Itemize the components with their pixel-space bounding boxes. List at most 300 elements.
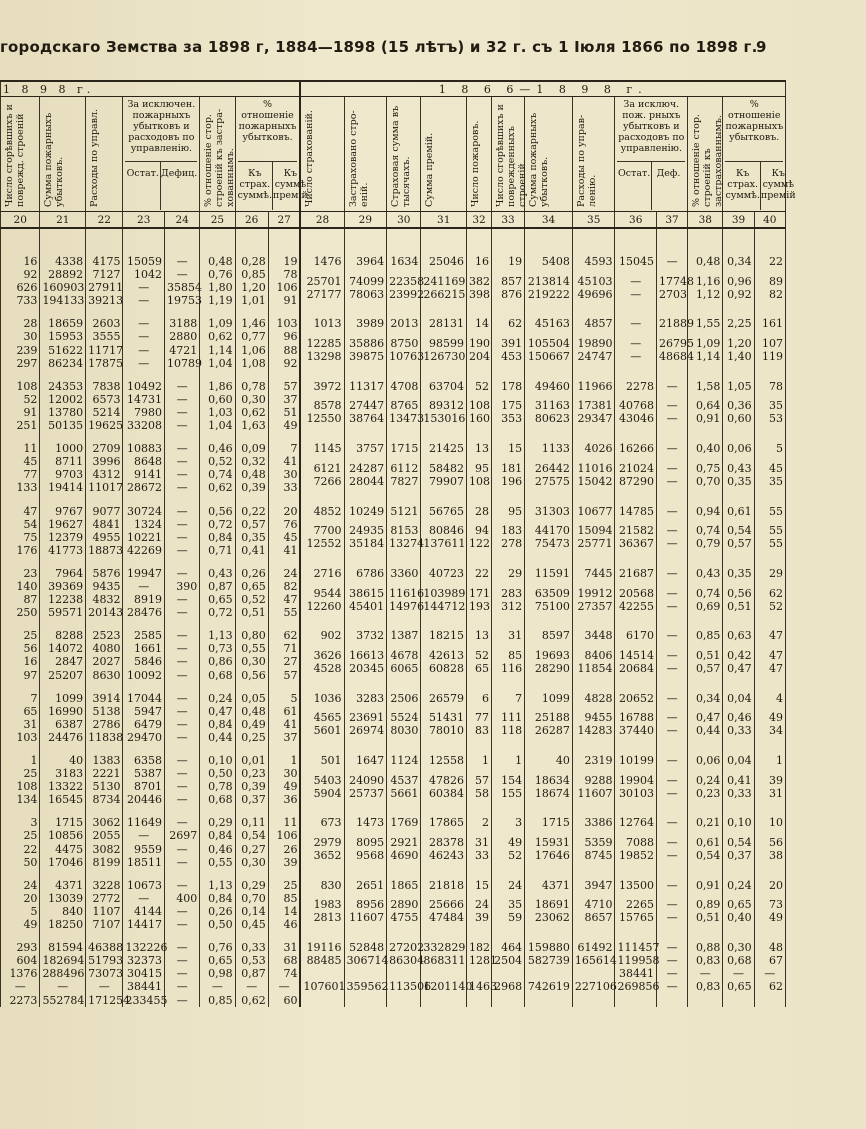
cell-value: 0,62	[208, 481, 233, 495]
cell-value: 0,83	[695, 980, 721, 994]
cell-value: —	[176, 379, 188, 393]
cell-value: 196	[501, 474, 523, 488]
cell-value: 1865	[390, 878, 419, 892]
cell-value: 0,37	[241, 793, 266, 807]
cell-value: 0,09	[241, 442, 266, 456]
cell-value: 1107	[92, 904, 121, 918]
cell-value: 1,09	[208, 317, 233, 331]
table-cell	[235, 495, 268, 557]
cell-value: 19753	[166, 294, 202, 308]
table-cell	[525, 228, 573, 307]
cell-value: 297	[16, 356, 38, 370]
table-cell	[491, 228, 524, 307]
cell-value: 26287	[534, 724, 570, 738]
cell-value: 0,22	[241, 504, 266, 518]
cell-value: 12002	[48, 392, 84, 406]
cell-value: 4678	[390, 648, 419, 662]
cell-value: 1324	[133, 517, 162, 531]
cell-value: 251	[16, 419, 38, 433]
cell-value: 19414	[48, 481, 84, 495]
table-row	[1, 619, 786, 681]
cell-value: 35886	[349, 337, 385, 351]
cell-value: 4955	[92, 530, 121, 544]
table-cell	[657, 432, 688, 494]
table-cell	[491, 869, 524, 931]
cell-value: 15045	[619, 255, 654, 268]
cell-value: 183	[501, 524, 523, 538]
table-cell	[657, 682, 688, 744]
cell-value: 0,26	[208, 904, 233, 918]
cell-value: 0,44	[208, 730, 233, 744]
table-cell	[688, 869, 723, 931]
table-cell	[40, 682, 86, 744]
cell-value: 11838	[88, 730, 124, 744]
table-cell	[86, 869, 123, 931]
table-cell	[123, 619, 165, 681]
cell-value: 178	[501, 379, 523, 393]
cell-value: 902	[320, 629, 342, 643]
cell-value: —	[176, 855, 188, 869]
cell-value: 4175	[92, 255, 121, 268]
cell-value: 21582	[619, 524, 654, 538]
table-cell	[1, 931, 40, 1006]
table-cell	[1, 557, 40, 619]
cell-value: 14976	[389, 599, 425, 613]
cell-value: 40	[555, 754, 570, 767]
cell-value: 219222	[527, 287, 570, 301]
cell-value: 10763	[389, 350, 425, 364]
cell-value: 2890	[390, 898, 419, 912]
cell-value: 0,41	[727, 773, 752, 787]
cell-value: 85	[508, 648, 523, 662]
cell-value: 18674	[534, 786, 570, 800]
cell-value: 15	[474, 878, 489, 892]
cell-value: 1,09	[695, 337, 721, 351]
table-cell	[40, 806, 86, 868]
table-cell	[268, 495, 300, 557]
cell-value: 24747	[577, 350, 613, 364]
table-cell	[268, 806, 300, 868]
table-cell	[572, 495, 615, 557]
cell-value: 25188	[534, 711, 570, 725]
cell-value: 582739	[527, 954, 570, 968]
cell-value: 0,65	[208, 593, 233, 607]
cell-value: 3228	[92, 878, 121, 892]
cell-value: 74	[283, 967, 298, 981]
table-cell	[268, 682, 300, 744]
cell-value: 1036	[313, 691, 342, 705]
table-cell	[40, 557, 86, 619]
table-cell	[40, 869, 86, 931]
cell-value: 11966	[577, 379, 613, 393]
table-cell	[268, 619, 300, 681]
cell-value: 47	[23, 504, 38, 518]
table-cell	[86, 931, 131, 1007]
cell-value: 17046	[48, 855, 84, 869]
cell-value: 4026	[584, 442, 613, 456]
cell-value: 5	[776, 442, 783, 456]
table-cell	[123, 869, 165, 931]
cell-value: 1,58	[695, 379, 721, 393]
cell-value: 182694	[42, 954, 85, 968]
cell-value: 7127	[92, 268, 121, 282]
page-number: 9	[756, 38, 767, 56]
cell-value: 52	[474, 379, 489, 393]
cell-value: 111457	[617, 941, 660, 955]
cell-value: 213814	[527, 274, 570, 288]
cell-value: 1,16	[695, 274, 721, 288]
cell-value: 1715	[55, 816, 84, 830]
cell-value: 2921	[390, 836, 419, 850]
cell-value: 140	[16, 579, 38, 593]
cell-value: 190	[469, 337, 491, 351]
cell-value: 45	[769, 461, 783, 475]
cell-value: 60828	[429, 661, 465, 675]
table-cell	[723, 806, 754, 868]
table-cell	[86, 495, 123, 557]
cell-value: 28044	[349, 474, 385, 488]
cell-value: 1376	[9, 967, 38, 981]
cell-value: 464	[501, 941, 523, 955]
table-cell	[164, 370, 199, 432]
table-cell	[421, 744, 467, 806]
cell-value: 55	[769, 524, 783, 538]
table-cell	[657, 370, 688, 432]
table-cell	[86, 806, 123, 868]
table-cell	[387, 228, 425, 307]
cell-value: 16545	[48, 793, 84, 807]
table-cell	[344, 806, 387, 868]
cell-value: 332829	[423, 941, 466, 955]
cell-value: 8657	[584, 911, 613, 925]
cell-value: 16613	[349, 648, 385, 662]
table-cell	[723, 619, 754, 681]
cell-value: 0,51	[695, 911, 721, 925]
cell-value: —	[666, 379, 678, 393]
cell-value: 48	[769, 941, 783, 955]
cell-value: 8711	[55, 455, 84, 469]
cell-value: 0,57	[727, 537, 752, 551]
table-cell	[235, 432, 268, 494]
table-cell	[344, 307, 387, 369]
cell-value: 8701	[133, 780, 162, 794]
cell-value: 47	[769, 648, 783, 662]
table-cell	[754, 557, 785, 619]
cell-value: 1	[515, 754, 523, 767]
cell-value: 22	[474, 566, 489, 580]
cell-value: 1,14	[695, 350, 721, 364]
col-header-25: % отношеніе стор. строеній къ застра-хованнымъ.	[203, 108, 237, 207]
cell-value: 0,46	[208, 442, 233, 456]
cell-value: 1715	[390, 442, 419, 456]
cell-value: 119	[762, 350, 783, 364]
col-group-23: За исключен. пожарныхъ убытковъ и расходовъ по управленію. Остат. Дефиц.	[123, 97, 200, 212]
cell-value: 7	[30, 691, 38, 705]
cell-value: 0,62	[241, 405, 266, 419]
cell-value: 18659	[48, 317, 84, 331]
cell-value: 37	[283, 730, 298, 744]
column-number: 25	[200, 212, 235, 229]
cell-value: —	[666, 773, 678, 787]
cell-value: —	[630, 317, 642, 331]
cell-value: 39	[283, 855, 298, 869]
cell-value: 1	[290, 754, 298, 767]
cell-value: 0,68	[727, 954, 752, 968]
table-cell	[688, 228, 723, 307]
table-cell	[300, 744, 344, 806]
cell-value: 1769	[390, 816, 419, 830]
cell-value: 23691	[349, 711, 385, 725]
cell-value: 9703	[55, 468, 84, 482]
cell-value: 159880	[527, 941, 570, 955]
cell-value: 2651	[356, 878, 385, 892]
cell-value: 27202	[389, 941, 425, 955]
cell-value: 0,42	[727, 648, 752, 662]
cell-value: 11016	[577, 461, 613, 475]
cell-value: —	[666, 399, 678, 413]
cell-value: 5661	[390, 786, 419, 800]
cell-value: 39369	[48, 579, 84, 593]
cell-value: 2880	[169, 330, 198, 344]
cell-value: 160	[469, 412, 491, 426]
cell-value: 3183	[55, 767, 84, 781]
cell-value: 278	[501, 537, 523, 551]
table-cell	[344, 744, 387, 806]
table-cell	[344, 869, 387, 931]
cell-value: 7838	[92, 379, 121, 393]
cell-value: 1661	[133, 642, 162, 656]
cell-value: 1,05	[727, 379, 752, 393]
cell-value: 0,70	[241, 891, 266, 905]
table-cell	[200, 495, 235, 557]
cell-value: 20143	[88, 606, 124, 620]
cell-value: 4841	[92, 517, 121, 531]
cell-value: 31	[508, 629, 523, 643]
cell-value: 45	[283, 530, 298, 544]
table-cell	[235, 931, 268, 1006]
table-cell	[300, 682, 344, 744]
cell-value: 390	[176, 579, 198, 593]
cell-value: 1647	[356, 754, 385, 767]
cell-value: 49	[23, 918, 38, 932]
cell-value: 25046	[429, 255, 465, 268]
cell-value: 0,30	[727, 941, 752, 955]
cell-value: 0,39	[241, 481, 266, 495]
cell-value: 0,06	[727, 442, 752, 456]
cell-value: 4832	[92, 593, 121, 607]
table-cell	[300, 806, 344, 868]
table-cell	[235, 682, 268, 744]
cell-value: 56	[23, 642, 38, 656]
cell-value: 49	[769, 911, 783, 925]
table-cell	[387, 869, 421, 931]
table-cell	[164, 806, 199, 868]
cell-value: 5138	[92, 704, 121, 718]
table-cell	[754, 931, 785, 1006]
cell-value: 60384	[429, 786, 465, 800]
cell-value: 0,75	[695, 461, 721, 475]
cell-value: 0,63	[727, 629, 752, 643]
col-header-35: Расходы по управ-ленію.	[575, 114, 598, 207]
cell-value: 3964	[356, 255, 385, 268]
cell-value: 20	[23, 891, 38, 905]
table-cell	[123, 307, 165, 369]
cell-value: 65	[23, 704, 38, 718]
cell-value: 27575	[534, 474, 570, 488]
cell-value: 0,29	[241, 878, 266, 892]
cell-value: 19627	[48, 517, 84, 531]
cell-value: 4852	[313, 504, 342, 518]
cell-value: 4338	[55, 255, 84, 268]
cell-value: 0,89	[695, 898, 721, 912]
table-cell	[268, 557, 300, 619]
table-cell	[421, 228, 467, 307]
cell-value: 2786	[92, 717, 121, 731]
table-cell	[164, 869, 199, 931]
cell-value: 11317	[349, 379, 385, 393]
column-number: 38	[688, 212, 723, 229]
cell-value: 5876	[92, 566, 121, 580]
cell-value: 2847	[55, 655, 84, 669]
column-number-row	[1, 212, 786, 229]
cell-value: —	[176, 481, 188, 495]
cell-value: 44170	[534, 524, 570, 538]
cell-value: 18873	[88, 543, 124, 557]
cell-value: —	[666, 586, 678, 600]
column-number: 28	[300, 212, 344, 229]
cell-value: 45	[23, 455, 38, 469]
cell-value: 204	[469, 350, 491, 364]
column-number: 29	[344, 212, 387, 229]
cell-value: 25	[23, 629, 38, 643]
cell-value: 42269	[126, 543, 162, 557]
cell-value: 868311	[423, 954, 466, 968]
cell-value: 0,62	[241, 993, 266, 1007]
table-cell	[123, 744, 165, 806]
cell-value: 0,84	[208, 530, 233, 544]
cell-value: 0,40	[727, 911, 752, 925]
cell-value: 51793	[88, 954, 124, 968]
cell-value: 239	[16, 343, 38, 357]
cell-value: 176	[16, 543, 38, 557]
cell-value: 47	[283, 593, 298, 607]
cell-value: 10092	[126, 668, 162, 682]
cell-value: —	[176, 842, 188, 856]
table-row	[1, 557, 786, 619]
cell-value: 20345	[349, 661, 385, 675]
cell-value: 0,46	[727, 711, 752, 725]
cell-value: 76	[283, 517, 298, 531]
cell-value: 4475	[55, 842, 84, 856]
table-cell	[754, 806, 785, 868]
cell-value: 56	[769, 836, 783, 850]
table-cell	[754, 619, 785, 681]
cell-value: 49460	[534, 379, 570, 393]
cell-value: 2703	[659, 287, 687, 301]
cell-value: 0,61	[695, 836, 721, 850]
cell-value: 23992	[389, 287, 425, 301]
cell-value: 30	[23, 330, 38, 344]
table-cell	[344, 432, 387, 494]
table-cell	[123, 557, 165, 619]
cell-value: 31	[23, 717, 38, 731]
cell-value: 0,76	[208, 268, 233, 282]
cell-value: —	[246, 980, 258, 994]
cell-value: 16788	[619, 711, 654, 725]
col-header-30: Страховая сумма въ тысячахъ.	[390, 105, 413, 207]
cell-value: 733	[16, 294, 38, 308]
cell-value: 3082	[92, 842, 121, 856]
table-cell	[421, 495, 467, 557]
table-cell	[491, 307, 524, 369]
table-cell	[1, 619, 40, 681]
cell-value: 62	[283, 629, 298, 643]
cell-value: 6479	[133, 717, 162, 731]
table-cell	[86, 307, 123, 369]
cell-value: —	[176, 642, 188, 656]
cell-value: 0,54	[241, 829, 266, 843]
cell-value: 0,51	[241, 606, 266, 620]
cell-value: 75100	[534, 599, 570, 613]
col-group-36: За исключ. пож. рныхъ убытковъ и расходовъ по управленію. Остат. Деф.	[615, 97, 688, 212]
cell-value: 30103	[619, 786, 654, 800]
table-cell	[86, 432, 123, 494]
cell-value: 86234	[48, 356, 84, 370]
table-cell	[491, 619, 524, 681]
cell-value: 96	[283, 330, 298, 344]
table-cell	[421, 869, 467, 931]
cell-value: —	[176, 793, 188, 807]
cell-value: 108	[469, 399, 491, 413]
cell-value: —	[666, 898, 678, 912]
cell-value: 0,30	[241, 655, 266, 669]
table-cell	[1, 682, 40, 744]
cell-value: 0,85	[241, 268, 266, 282]
cell-value: 11	[283, 816, 298, 830]
cell-value: 26442	[534, 461, 570, 475]
col-header-40: Къ суммѣ премій	[760, 162, 796, 210]
cell-value: 7266	[313, 474, 342, 488]
cell-value: 73	[769, 898, 783, 912]
cell-value: 12379	[48, 530, 84, 544]
cell-value: 29	[769, 566, 783, 580]
cell-value: 75	[23, 530, 38, 544]
column-number: 27	[268, 212, 300, 229]
cell-value: 0,51	[695, 648, 721, 662]
cell-value: 5	[290, 691, 298, 705]
cell-value: 78063	[349, 287, 385, 301]
cell-value: 32373	[126, 954, 162, 968]
cell-value: 0,30	[241, 855, 266, 869]
cell-value: 47	[769, 629, 783, 643]
cell-value: 97	[23, 668, 38, 682]
cell-value: 91	[283, 294, 298, 308]
table-cell	[164, 619, 199, 681]
cell-value: 52848	[349, 941, 385, 955]
cell-value: 1387	[390, 629, 419, 643]
cell-value: 0,74	[208, 468, 233, 482]
cell-value: 86304	[389, 954, 425, 968]
cell-value: 106	[276, 829, 298, 843]
cell-value: 1,20	[727, 337, 752, 351]
table-cell	[164, 228, 202, 308]
cell-value: 2603	[92, 317, 121, 331]
cell-value: 0,25	[241, 730, 266, 744]
cell-value: 51	[283, 405, 298, 419]
table-cell	[86, 370, 123, 432]
table-cell	[723, 307, 754, 369]
cell-value: 1473	[356, 816, 385, 830]
